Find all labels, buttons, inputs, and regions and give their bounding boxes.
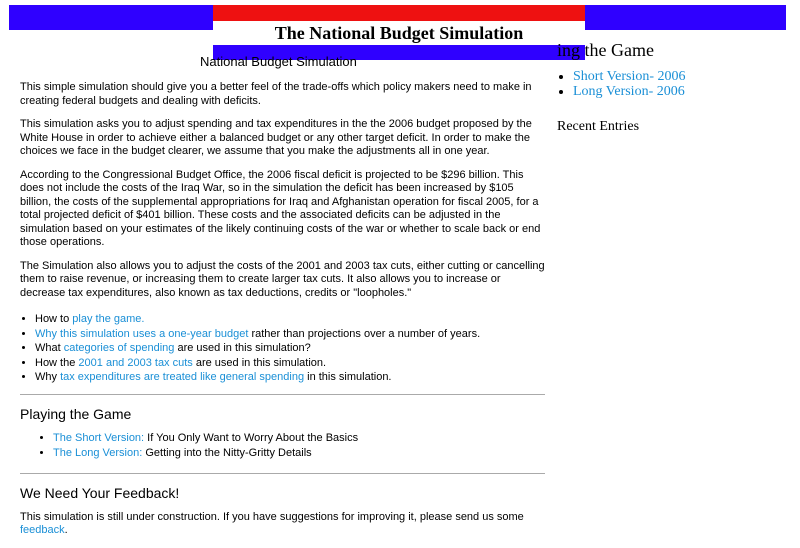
recent-entries-heading: Recent Entries xyxy=(557,119,640,134)
sidebar-long-version-link[interactable]: Long Version- 2006 xyxy=(573,84,685,99)
divider xyxy=(20,473,545,474)
sidebar-item xyxy=(573,84,792,99)
feedback-heading: We Need Your Feedback! xyxy=(20,485,180,501)
list-item xyxy=(35,356,545,371)
list-item xyxy=(35,370,545,385)
tax-cuts-link[interactable]: 2001 and 2003 tax cuts xyxy=(78,356,193,369)
site-banner[interactable] xyxy=(213,5,585,60)
list-item-text: in this simulation. xyxy=(304,371,392,383)
sidebar xyxy=(557,40,792,135)
tax-expenditures-link[interactable]: tax expenditures are treated like general spending xyxy=(60,371,305,383)
list-item-text: How the xyxy=(35,356,79,369)
short-version-link[interactable]: The Short Version: xyxy=(53,432,145,444)
list-item xyxy=(35,312,545,327)
list-item xyxy=(35,327,545,342)
feedback-link[interactable]: feedback xyxy=(20,524,65,536)
feedback-end: . xyxy=(64,524,68,536)
topic-link-list xyxy=(20,312,545,385)
main-content xyxy=(20,81,545,548)
list-item-text: If You Only Want to Worry About the Basics xyxy=(144,432,359,444)
list-item-text: rather than projections over a number of years. xyxy=(248,327,481,340)
categories-of-spending-link[interactable]: categories of spending xyxy=(63,342,175,354)
sidebar-item xyxy=(573,69,792,84)
banner-title-strip xyxy=(213,21,585,45)
intro-paragraph-4: The Simulation also allows you to adjust the costs of the 2001 and 2003 tax cuts, either cutting or cancelling them to raise revenue, or increasing them to create larger tax cuts. It also allows you to increase or decrease tax expenditures, also known as tax deductions, credits or "loopholes." xyxy=(20,259,545,299)
banner-title: The National Budget Simulation xyxy=(274,23,524,43)
game-version-list xyxy=(20,431,545,460)
list-item xyxy=(53,431,545,446)
list-item-text: How to xyxy=(35,313,73,325)
list-item-text: Getting into the Nitty-Gritty Details xyxy=(142,446,312,459)
list-item xyxy=(53,446,545,461)
sidebar-list xyxy=(557,69,792,99)
sidebar-title: ing the Game xyxy=(557,40,654,60)
sidebar-short-version-link[interactable]: Short Version- 2006 xyxy=(573,69,686,84)
feedback-text: This simulation is still under construction. If you have suggestions for improving it, please send us some xyxy=(20,510,524,523)
list-item-text: are used in this simulation. xyxy=(192,356,327,369)
playing-heading: Playing the Game xyxy=(20,405,132,422)
play-the-game-link[interactable]: play the game. xyxy=(72,313,145,325)
list-item-text: What xyxy=(35,342,64,354)
list-item-text: are used in this simulation? xyxy=(174,342,311,354)
list-item xyxy=(35,341,545,356)
banner-red-stripe xyxy=(213,5,585,21)
page-subtitle: National Budget Simulation xyxy=(200,54,357,69)
intro-paragraph-1: This simple simulation should give you a better feel of the trade-offs which policy makers need to make in creating federal budgets and dealing with deficits. xyxy=(20,81,532,107)
long-version-link[interactable]: The Long Version: xyxy=(53,446,143,459)
list-item-text: Why xyxy=(35,371,61,383)
intro-paragraph-3: According to the Congressional Budget Office, the 2006 fiscal deficit is projected to be $296 billion. This does not include the costs of the Iraq War, so in the simulation the deficit has been increased by $105 billion, the costs of the supplemental appropriations for Iraq and Afghanistan operation for fiscal 2005, for a total projected deficit of $401 billion. These costs and the associated deficits can be adjusted in the simulation based on your estimates of the likely continuing costs of the war or whether to scale back or end those operations. xyxy=(20,168,541,248)
feedback-paragraph xyxy=(20,511,545,538)
divider xyxy=(20,394,545,395)
intro-paragraph-2: This simulation asks you to adjust spending and tax expenditures in the the 2006 budget proposed by the White House in order to achieve either a balanced budget or any other target deficit. In order to make the choices we face in the budget clearer, we assume that you make the adjustments all in one year. xyxy=(20,118,532,157)
one-year-budget-link[interactable]: Why this simulation uses a one-year budget xyxy=(35,327,249,340)
